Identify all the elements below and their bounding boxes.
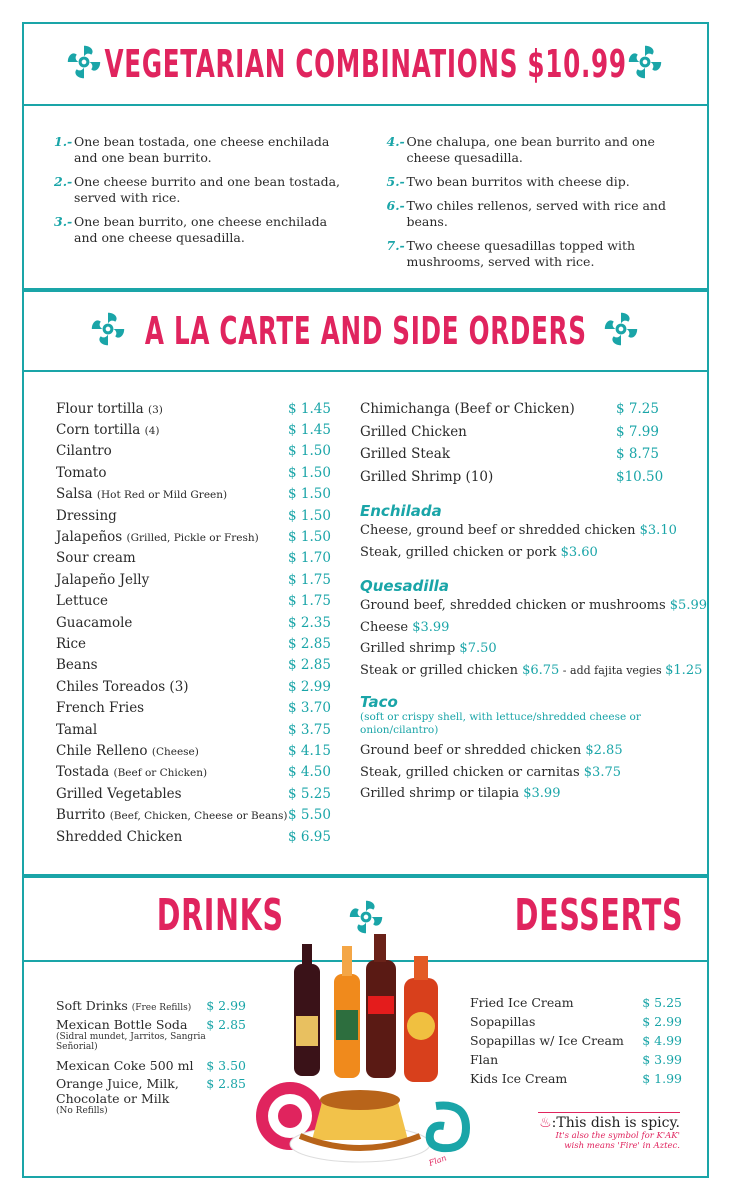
- enchilada-heading: Enchilada: [360, 502, 442, 520]
- line-price: $3.75: [583, 764, 621, 780]
- item-name: Jalapeños: [56, 529, 123, 546]
- menu-item-name: [56, 807, 287, 823]
- line-text: Grilled shrimp: [360, 641, 460, 656]
- menu-item-name: [56, 550, 136, 566]
- menu-item-name: [56, 615, 132, 631]
- menu-item-name: [56, 465, 107, 481]
- drink-price: $ 2.85: [206, 1016, 246, 1032]
- menu-item-name: Grilled Shrimp (10): [360, 468, 494, 485]
- menu-item-name: [56, 722, 97, 738]
- aztec-swirl-icon: [627, 44, 663, 84]
- menu-item-price: $ 1.75: [288, 593, 331, 610]
- line-text: Cheese, ground beef or shredded chicken: [360, 523, 640, 538]
- menu-item: [56, 633, 336, 654]
- menu-item-price: $ 1.50: [288, 507, 331, 524]
- line-price: $2.85: [585, 743, 623, 758]
- item-name: Burrito: [56, 807, 106, 824]
- item-detail: (Free Refills): [131, 1003, 192, 1013]
- chili-icon: ♨: [539, 1115, 552, 1131]
- section-header: [24, 24, 707, 106]
- menu-item-name: [56, 743, 199, 759]
- item-name: Sour cream: [56, 550, 136, 567]
- menu-item: [56, 719, 336, 740]
- item-name: Shredded Chicken: [56, 828, 183, 845]
- menu-item: [56, 526, 336, 547]
- drinks-list: [56, 998, 246, 1119]
- combination-item: [387, 238, 688, 270]
- menu-item-price: $ 4.15: [288, 742, 331, 759]
- menu-item-name: [56, 636, 86, 652]
- menu-item: [56, 484, 336, 505]
- drink-price: $ 2.85: [206, 1075, 246, 1091]
- line-text: Steak, grilled chicken or carnitas: [360, 764, 584, 780]
- menu-item: [360, 398, 666, 421]
- taco-note: (soft or crispy shell, with lettuce/shredded cheese or onion/cilantro): [360, 711, 641, 736]
- dessert-item: [470, 993, 682, 1012]
- item-detail: (Hot Red or Mild Green): [96, 489, 228, 502]
- vegetarian-combinations-section: [22, 22, 709, 290]
- item-name: French Fries: [56, 700, 145, 717]
- menu-item-name: [56, 422, 160, 438]
- line-text: Ground beef, shredded chicken or mushrooms: [360, 598, 670, 613]
- flan-label: Flan: [427, 1153, 448, 1168]
- item-name: Soft Drinks: [56, 998, 128, 1013]
- line-price: $5.99: [669, 598, 707, 613]
- dessert-price: $ 2.99: [642, 1014, 682, 1029]
- menu-item: [360, 421, 666, 444]
- item-name: Tomato: [56, 464, 107, 481]
- item-name: Mexican Bottle Soda: [56, 1016, 188, 1032]
- a-la-carte-section: [22, 290, 709, 876]
- aztec-swirl-icon: [603, 311, 639, 351]
- menu-item-name: [56, 572, 149, 588]
- combination-description: One bean burrito, one cheese enchilada and one cheese quesadilla.: [74, 214, 328, 245]
- item-name: Flour tortilla: [56, 400, 144, 417]
- dessert-item: [470, 1012, 682, 1031]
- drink-item: [56, 1017, 246, 1053]
- spicy-legend: [538, 1112, 680, 1151]
- dessert-price: $ 5.25: [642, 995, 682, 1010]
- menu-item-name: Grilled Chicken: [360, 423, 467, 440]
- menu-item-price: $ 2.99: [288, 678, 331, 695]
- menu-item-price: $ 3.75: [288, 721, 331, 738]
- taco-heading: Taco: [360, 693, 398, 711]
- menu-item: [56, 591, 336, 612]
- menu-item: [56, 826, 336, 847]
- menu-item: [56, 569, 336, 590]
- dessert-item: [470, 1069, 682, 1088]
- line-text: Steak, grilled chicken or pork: [360, 544, 561, 560]
- taco-line: [360, 740, 700, 762]
- menu-item-price: $ 2.35: [288, 614, 331, 631]
- menu-item-name: [56, 764, 207, 780]
- dessert-price: $ 4.99: [642, 1033, 682, 1048]
- taco-line: [360, 762, 700, 784]
- line-price: $3.99: [523, 786, 561, 801]
- item-name: Salsa: [56, 486, 93, 503]
- menu-item-price: $ 6.95: [288, 828, 331, 845]
- menu-item-name: Chimichanga (Beef or Chicken): [360, 401, 575, 418]
- line-text: Ground beef or shredded chicken: [360, 743, 586, 758]
- menu-item-price: $ 1.70: [288, 550, 331, 567]
- section-title: VEGETARIAN COMBINATIONS $10.99: [104, 42, 627, 86]
- menu-item: [56, 398, 336, 419]
- combination-number: 7.-: [386, 238, 405, 253]
- dessert-item: [470, 1031, 682, 1050]
- combination-number: 4.-: [386, 134, 405, 149]
- menu-item-price: $ 7.99: [616, 423, 659, 440]
- quesadilla-line: [360, 595, 707, 617]
- quesadilla-line: [360, 638, 700, 660]
- drink-item: [56, 1058, 246, 1073]
- menu-item-name: [56, 700, 144, 716]
- combination-number: 3.-: [54, 214, 73, 229]
- item-detail: (No Refills): [56, 1105, 108, 1116]
- desserts-title: DESSERTS: [514, 890, 684, 941]
- menu-item-name: [56, 829, 182, 845]
- taco-line: [360, 783, 700, 805]
- item-detail: (Sidral mundet, Jarritos, Sangria Señorial): [56, 1031, 206, 1052]
- line-text: Steak or grilled chicken: [360, 662, 523, 678]
- menu-item: [56, 548, 336, 569]
- drinks-and-flan-illustration: [250, 934, 470, 1174]
- menu-item: [360, 466, 666, 489]
- menu-item: [56, 462, 336, 483]
- menu-item-price: $ 1.45: [288, 400, 331, 417]
- menu-item-price: $ 1.50: [288, 486, 331, 503]
- dessert-name: Sopapillas w/ Ice Cream: [470, 1033, 624, 1048]
- menu-item: [56, 655, 336, 676]
- menu-item-price: $ 1.50: [288, 443, 331, 460]
- item-name: Orange Juice, Milk, Chocolate or Milk: [56, 1075, 179, 1106]
- menu-item: [56, 697, 336, 718]
- combination-number: 2.-: [54, 174, 73, 189]
- combination-item: [54, 134, 353, 166]
- menu-item-price: $ 5.25: [288, 785, 331, 802]
- line-price: $7.50: [459, 641, 497, 656]
- menu-item-name: [56, 401, 163, 417]
- combination-number: 1.-: [54, 134, 73, 149]
- menu-item-price: $ 4.50: [288, 764, 331, 781]
- menu-item: [56, 505, 336, 526]
- menu-item-name: [56, 679, 189, 695]
- item-name: Corn tortilla: [56, 422, 141, 439]
- enchilada-line: [360, 542, 700, 564]
- section-title: A LA CARTE AND SIDE ORDERS: [144, 309, 587, 353]
- item-name: Grilled Vegetables: [56, 785, 182, 802]
- enchilada-line: [360, 520, 700, 542]
- item-name: Cilantro: [56, 443, 112, 460]
- combination-description: Two cheese quesadillas topped with mushrooms, served with rice.: [406, 238, 636, 269]
- menu-item: [56, 762, 336, 783]
- aztec-swirl-icon: [90, 311, 126, 351]
- menu-item: [56, 740, 336, 761]
- line-price: $6.75: [522, 662, 560, 678]
- item-name: Chile Relleno: [56, 742, 148, 759]
- menu-item-price: $10.50: [616, 468, 664, 485]
- line-extra-price: $1.25: [665, 662, 703, 678]
- menu-item-price: $ 1.75: [288, 571, 331, 588]
- menu-item-price: $ 2.85: [288, 635, 331, 652]
- menu-item-name: [56, 786, 182, 802]
- entrees-column: [360, 398, 707, 805]
- item-name: Mexican Coke 500 ml: [56, 1057, 194, 1073]
- line-price: $3.60: [560, 544, 598, 560]
- dessert-name: Kids Ice Cream: [470, 1071, 568, 1086]
- drink-price: $ 2.99: [206, 998, 246, 1013]
- menu-item-name: [56, 593, 108, 609]
- item-detail: (Grilled, Pickle or Fresh): [126, 532, 259, 545]
- menu-item: [56, 783, 336, 804]
- quesadilla-line: [360, 660, 703, 682]
- item-detail: (Cheese): [151, 745, 199, 758]
- combination-description: One bean tostada, one cheese enchilada and one bean burrito.: [74, 134, 330, 165]
- menu-item: [56, 676, 336, 697]
- item-detail: (4): [144, 425, 160, 438]
- item-name: Tostada: [56, 764, 110, 781]
- combination-item: [387, 198, 688, 230]
- dessert-name: Flan: [470, 1052, 499, 1067]
- menu-item-price: $ 3.70: [288, 700, 331, 717]
- item-detail: (Beef or Chicken): [113, 767, 208, 780]
- menu-item-price: $ 8.75: [616, 446, 659, 463]
- menu-item-price: $ 1.50: [288, 464, 331, 481]
- combination-description: Two chiles rellenos, served with rice and beans.: [406, 198, 666, 229]
- item-name: Chiles Toreados (3): [56, 678, 189, 695]
- menu-item-price: $ 7.25: [616, 401, 659, 418]
- menu-item-price: $ 5.50: [288, 807, 331, 824]
- combination-list: [24, 106, 707, 278]
- menu-item-price: $ 1.50: [288, 529, 331, 546]
- item-name: Dressing: [56, 507, 117, 524]
- combination-item: [54, 214, 353, 246]
- item-name: Rice: [56, 635, 87, 652]
- item-name: Tamal: [56, 721, 98, 738]
- item-detail: (Beef, Chicken, Cheese or Beans): [109, 810, 288, 823]
- menu-item-name: [56, 443, 112, 459]
- dessert-name: Fried Ice Cream: [470, 995, 574, 1010]
- combination-item: [54, 174, 353, 206]
- menu-item: [360, 443, 666, 466]
- item-name: Jalapeño Jelly: [56, 571, 150, 588]
- item-detail: (3): [147, 403, 163, 416]
- drink-item: [56, 998, 246, 1014]
- line-extra: - add fajita vegies: [559, 663, 666, 677]
- dessert-name: Sopapillas: [470, 1014, 536, 1029]
- line-price: $3.99: [412, 619, 450, 635]
- aztec-swirl-icon: [348, 899, 384, 939]
- quesadilla-heading: Quesadilla: [360, 577, 449, 595]
- menu-item: [56, 804, 336, 825]
- combination-number: 5.-: [386, 174, 405, 189]
- menu-item: [56, 419, 336, 440]
- combination-description: Two bean burritos with cheese dip.: [406, 174, 630, 189]
- side-orders-list: [56, 398, 336, 847]
- item-name: Beans: [56, 657, 98, 674]
- menu-item-name: [56, 486, 227, 502]
- menu-item-name: [56, 508, 117, 524]
- drink-price: $ 3.50: [206, 1057, 246, 1073]
- menu-item-price: $ 2.85: [288, 657, 331, 674]
- menu-item-name: Grilled Steak: [360, 446, 451, 463]
- menu-item: [56, 441, 336, 462]
- menu-item-name: [56, 529, 259, 545]
- aztec-swirl-icon: [66, 44, 102, 84]
- item-name: Lettuce: [56, 593, 109, 610]
- combination-item: [387, 134, 688, 166]
- drinks-desserts-section: [22, 876, 709, 1178]
- drink-name: [56, 1017, 196, 1032]
- section-header: [24, 292, 707, 372]
- drink-name: [56, 998, 196, 1014]
- dessert-price: $ 1.99: [642, 1071, 682, 1086]
- drink-item: [56, 1076, 246, 1117]
- line-price: $3.10: [639, 523, 677, 538]
- line-text: Cheese: [360, 619, 413, 635]
- drinks-title: DRINKS: [156, 890, 284, 941]
- menu-item-name: [56, 657, 98, 673]
- combination-description: One chalupa, one bean burrito and one cheese quesadilla.: [406, 134, 655, 165]
- quesadilla-line: [360, 617, 700, 639]
- item-name: Guacamole: [56, 614, 133, 631]
- drink-name: [56, 1076, 196, 1106]
- menu-item: [56, 612, 336, 633]
- combination-description: One cheese burrito and one bean tostada, served with rice.: [74, 174, 340, 205]
- desserts-list: [470, 993, 682, 1088]
- spicy-note: It's also the symbol for K'AK' wish means 'Fire' in Aztec.: [555, 1131, 680, 1151]
- combination-item: [387, 174, 688, 190]
- drink-name: [56, 1058, 196, 1073]
- spicy-label: :This dish is spicy.: [551, 1115, 680, 1131]
- line-text: Grilled shrimp or tilapia: [360, 786, 524, 801]
- dessert-item: [470, 1050, 682, 1069]
- dessert-price: $ 3.99: [642, 1052, 682, 1067]
- menu-item-price: $ 1.45: [288, 422, 331, 439]
- combination-number: 6.-: [386, 198, 405, 213]
